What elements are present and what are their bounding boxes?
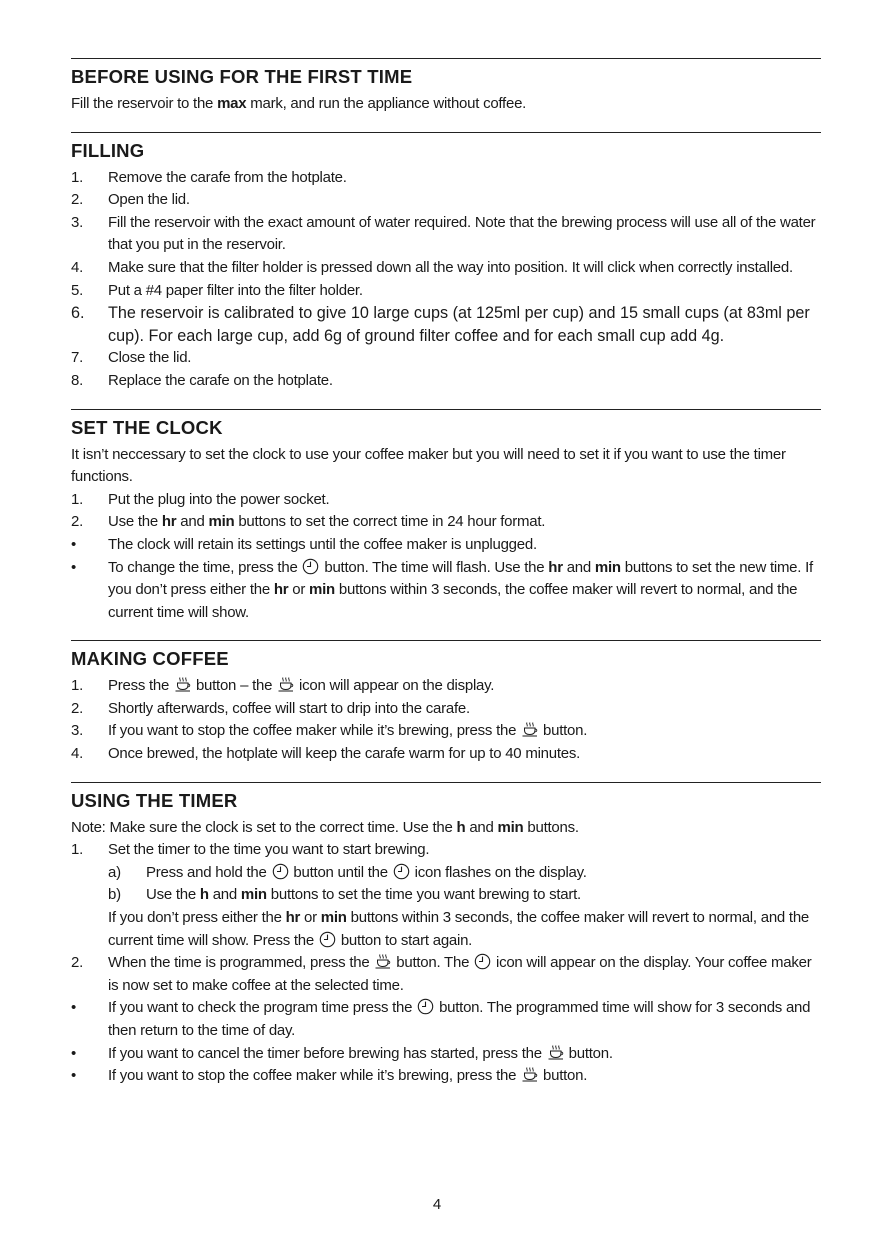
list-item: 4. Once brewed, the hotplate will keep the carafe warm for up to 40 minutes.: [71, 745, 581, 763]
first-time-text: Fill the reservoir to the max mark, and run the appliance without coffee.: [71, 95, 527, 112]
clock-icon: [302, 558, 319, 575]
sub-list-item: b) Use the h and min buttons to set the time you want brewing to start.: [108, 886, 581, 904]
clock-intro: It isn’t neccessary to set the clock to use your coffee maker but you will need to set it if you want to use the timer functions.: [71, 445, 786, 486]
clock-icon: [393, 863, 410, 880]
list-item: 4. Make sure that the filter holder is pressed down all the way into position. It will click when correctly installed.: [71, 258, 793, 276]
list-item: • To change the time, press the button. The time will flash. Use the hr and min buttons to set the new time. If you don’t press either the hr or min buttons within 3 seconds, the coffee maker will revert to normal, and the current time will show.: [71, 558, 813, 621]
list-item: 6. The reservoir is calibrated to give 10 large cups (at 125ml per cup) and 15 small cups (at 83ml per cup). For each large cup, add 6g of ground filter coffee and for each small cup add 4g.: [71, 304, 810, 345]
clock-icon: [417, 998, 434, 1015]
list-item: 2. Shortly afterwards, coffee will start to drip into the carafe.: [71, 699, 470, 717]
clock-icon: [319, 931, 336, 948]
timer-note: Note: Make sure the clock is set to the correct time. Use the h and min buttons.: [71, 818, 579, 836]
list-item: 1. Set the timer to the time you want to start brewing.: [71, 841, 430, 859]
manual-page: [71, 58, 821, 1104]
list-item: • If you want to stop the coffee maker while it’s brewing, press the button.: [71, 1067, 588, 1085]
coffee-cup-icon: [374, 953, 391, 970]
section-first-time: [71, 58, 821, 116]
list-item: 1. Remove the carafe from the hotplate.: [71, 168, 347, 186]
sub-list-item: a) Press and hold the button until the icon flashes on the display.: [108, 863, 587, 881]
section-using-timer: [71, 782, 821, 1088]
coffee-cup-icon: [174, 676, 191, 693]
section-set-clock: [71, 409, 821, 625]
list-item: 3. If you want to stop the coffee maker while it’s brewing, press the button.: [71, 722, 588, 740]
section-title: BEFORE USING FOR THE FIRST TIME: [71, 66, 413, 87]
section-making-coffee: [71, 640, 821, 765]
coffee-cup-icon: [547, 1044, 564, 1061]
section-title: FILLING: [71, 139, 145, 161]
list-item: 2. When the time is programmed, press the button. The icon will appear on the display. Your coffee maker is now set to make coffee at the selected time.: [71, 954, 812, 994]
list-item: 3. Fill the reservoir with the exact amount of water required. Note that the brewing process will use all of the water that you put in the reservoir.: [71, 213, 816, 254]
list-item: 1. Press the button – the icon will appear on the display.: [71, 677, 495, 695]
list-item: 1. Put the plug into the power socket.: [71, 490, 330, 508]
list-item-continuation: If you don’t press either the hr or min buttons within 3 seconds, the coffee maker will revert to normal, and the current time will show. Press the button to start again.: [108, 909, 810, 949]
list-item: 2. Use the hr and min buttons to set the correct time in 24 hour format.: [71, 513, 546, 531]
list-item: 8. Replace the carafe on the hotplate.: [71, 371, 333, 389]
coffee-cup-icon: [521, 721, 538, 738]
page-number: 4: [432, 1196, 442, 1213]
list-item: 5. Put a #4 paper filter into the filter holder.: [71, 281, 363, 299]
list-item: • If you want to cancel the timer before brewing has started, press the button.: [71, 1044, 613, 1062]
coffee-cup-icon: [277, 676, 294, 693]
section-title: USING THE TIMER: [71, 789, 238, 811]
section-title: SET THE CLOCK: [71, 416, 223, 438]
clock-icon: [474, 953, 491, 970]
list-item: 7. Close the lid.: [71, 349, 192, 367]
list-item: • If you want to check the program time press the button. The programmed time will show for 3 seconds and then return to the time of day.: [71, 999, 811, 1039]
list-item: 2. Open the lid.: [71, 191, 190, 209]
section-filling: [71, 132, 821, 393]
clock-icon: [272, 863, 289, 880]
coffee-cup-icon: [521, 1066, 538, 1083]
list-item: • The clock will retain its settings until the coffee maker is unplugged.: [71, 535, 537, 553]
section-title: MAKING COFFEE: [71, 648, 229, 670]
